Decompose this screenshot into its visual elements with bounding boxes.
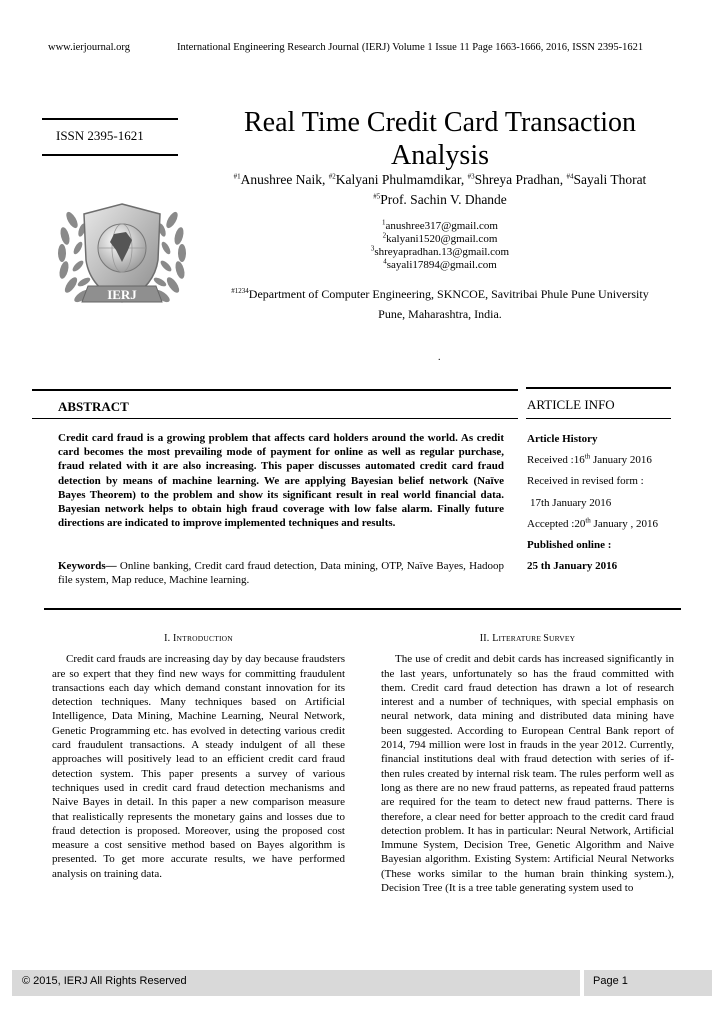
author-name: Kalyani Phulmamdikar, xyxy=(335,172,468,187)
received-prefix: Received :16 xyxy=(527,454,585,467)
email-list xyxy=(200,220,680,272)
rule-abstract-sub xyxy=(32,418,518,419)
article-info xyxy=(527,429,697,577)
author-name: Shreya Pradhan, xyxy=(474,172,567,187)
abstract-heading: ABSTRACT xyxy=(58,399,129,414)
email-sup: 2 xyxy=(382,231,387,240)
section-num: I. xyxy=(164,633,174,644)
received-suffix: January 2016 xyxy=(590,454,652,467)
accepted-prefix: Accepted :20 xyxy=(527,517,586,530)
email-sup: 3 xyxy=(370,244,375,253)
author-sup: #3 xyxy=(467,172,475,181)
section-title-first-2: S xyxy=(543,633,550,644)
header-site: www.ierjournal.org xyxy=(48,42,130,53)
footer-page-number: Page 1 xyxy=(593,975,628,987)
header-journal: International Engineering Research Journal (IERJ) Volume 1 Issue 11 Page 1663-1666, 2016, ISSN 2395-1621 xyxy=(177,42,644,53)
email-link[interactable]: anushree317@gmail.com xyxy=(385,220,498,232)
author-name: Anushree Naik, xyxy=(240,172,329,187)
rule-info-top xyxy=(526,387,671,389)
email-link[interactable]: kalyani1520@gmail.com xyxy=(386,233,498,245)
author-name: Prof. Sachin V. Dhande xyxy=(380,192,507,207)
author-sup: #4 xyxy=(566,172,574,181)
logo-text: IERJ xyxy=(107,287,137,302)
rule-abstract-bottom xyxy=(44,608,681,610)
section-title-first: I xyxy=(173,633,177,644)
rule-abstract-top xyxy=(32,389,518,391)
section-title-first: L xyxy=(492,633,499,644)
issn-box xyxy=(42,118,178,156)
section-body: Credit card frauds are increasing day by day because fraudsters are so expert that they find new ways for committing fraudulent transactions each day which demand constant innovation for its detection techniques. Many techniques based on Artificial Intelligence, Data Mining, Machine Learning, Neural Network, Genetic Programming etc. has evolved in detecting various credit card fraudulent transactions. A steady indulgent of all these approaches will positively lead to an efficient credit card fraud detection system. This paper presents a survey of various techniques used in credit card fraud detection mechanisms and Naive Bayes in detail. In this paper a new comparison measure that realistically represents the monetary gains and losses due to fraud detection is proposed. Moreover, using the proposed cost measure a cost sensitive method based on Bayes algorithm is presented. To get more accurate results, we have performed analysis on training data. xyxy=(52,653,345,880)
published-label: Published online : xyxy=(527,539,612,552)
dept-line-1: Department of Computer Engineering, SKNCOE, Savitribai Phule Pune University xyxy=(248,287,649,301)
revised-label: Received in revised form : xyxy=(527,475,644,488)
ierj-logo xyxy=(52,190,192,318)
received-sup: th xyxy=(584,452,591,461)
abstract-body: Credit card fraud is a growing problem that affects card holders around the world. As credit card becomes the most prevailing mode of payment for online as well as regular purchase, fraud related with it are also increasing. This paper discusses automated credit card fraud detection by means of machine learning. We are applying Bayesian belief network (Naïve Bayes Theorem) to the problem and show its significant result in real world financial data. Bayesian network helps to obtain high fraud coverage with low false alarm. Finally future directions are indicated to improve implemented techniques and results. xyxy=(58,432,504,530)
section-heading xyxy=(52,632,345,646)
affiliation xyxy=(200,284,680,324)
accepted-suffix: January , 2016 xyxy=(590,517,659,530)
issn-text: ISSN 2395-1621 xyxy=(56,128,144,143)
accepted-sup: th xyxy=(585,516,591,525)
section-title-rest: NTRODUCTION xyxy=(176,634,233,643)
received-date xyxy=(527,450,697,471)
author-sup: #1 xyxy=(233,172,241,181)
email-sup: 1 xyxy=(382,218,386,227)
section-introduction xyxy=(52,632,345,881)
section-heading xyxy=(381,632,674,646)
email-link[interactable]: sayali17894@gmail.com xyxy=(386,259,497,271)
email-link[interactable]: shreyapradhan.13@gmail.com xyxy=(374,246,510,258)
section-title-rest: ITERATURE xyxy=(498,634,544,643)
history-label: Article History xyxy=(527,433,598,445)
section-body: The use of credit and debit cards has increased significantly in the last years, unfortunately so has the fraud committed with them. Credit card fraud detection has drawn a lot of research interest and a number of techniques, with special emphasis on neural network, data mining and distributed data mining have been suggested. According to European Central Bank report of 2014, 794 million were lost in frauds in the year 2012. Currently, financial institutions deal with fraud detection with series of if-then rules created by internal risk team. The rules perform well as long as there are no new fraud patterns, as repeated fraud patterns are required for the team to detect new fraud patterns. There is therefore, a clear need for better approach to the credit card fraud detection problem. It has in particular: Neural Network, Artificial Immune System, Decision Tree, Genetic Algorithm and Naive Bayesian algorithm. Existing System: Artificial Neural Networks (These works similar to the human brain thinking system.), Decision Tree (It is a tree table generating system used to xyxy=(381,653,674,895)
rule-info-sub xyxy=(526,418,671,419)
stray-dot: . xyxy=(438,352,441,363)
footer-copyright: © 2015, IERJ All Rights Reserved xyxy=(22,975,187,987)
author-sup: #2 xyxy=(328,172,336,181)
email-sup: 4 xyxy=(383,257,387,266)
author-list xyxy=(200,170,680,210)
section-literature-survey xyxy=(381,632,674,895)
author-name: Sayali Thorat xyxy=(573,172,647,187)
dept-line-2: Pune, Maharashtra, India. xyxy=(378,307,502,321)
accepted-date xyxy=(527,514,697,535)
section-num: II. xyxy=(479,633,493,644)
footer-separator xyxy=(580,970,584,996)
paper-title xyxy=(200,106,680,172)
keywords-label: Keywords— xyxy=(58,560,117,572)
keywords-text: Online banking, Credit card fraud detection, Data mining, OTP, Naïve Bayes, Hadoop file system, Map reduce, Machine learning. xyxy=(58,560,504,586)
keywords xyxy=(58,559,504,587)
article-info-heading: ARTICLE INFO xyxy=(527,397,615,412)
published-date: 25 th January 2016 xyxy=(527,560,618,573)
dept-sup: #1234 xyxy=(231,287,249,295)
author-sup: #5 xyxy=(373,192,381,201)
title-line-1: Real Time Credit Card Transaction xyxy=(244,107,636,138)
title-line-2: Analysis xyxy=(391,140,489,171)
section-title-rest-2: URVEY xyxy=(549,634,576,643)
revised-date: 17th January 2016 xyxy=(530,496,612,509)
